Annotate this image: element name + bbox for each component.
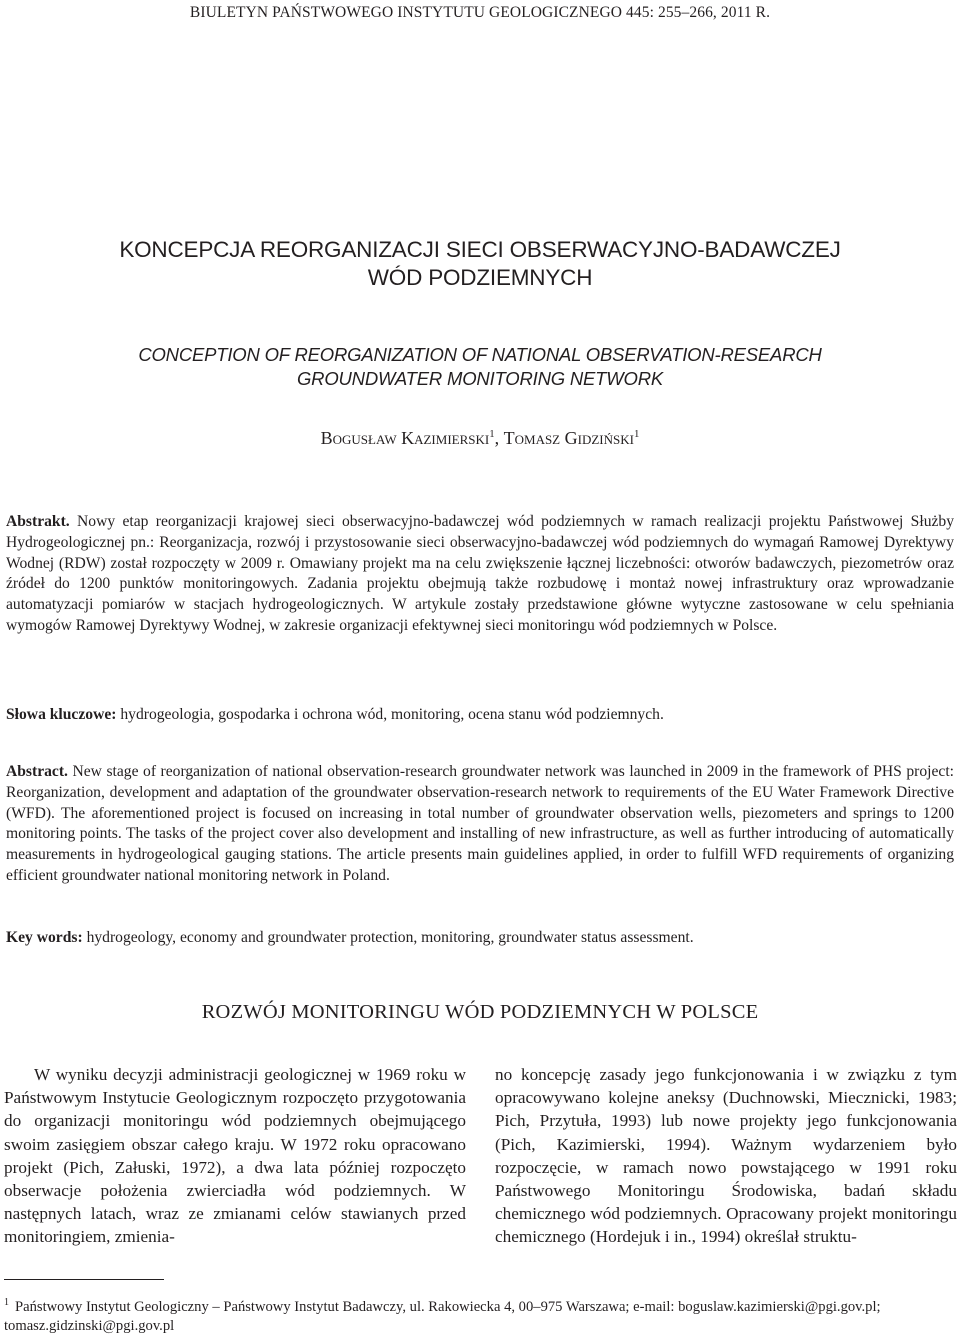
affiliation-footnote [4, 1298, 956, 1336]
title-pl-line-1: KONCEPCJA REORGANIZACJI SIECI OBSERWACYJNO-BADAWCZEJ [119, 237, 841, 262]
author-name: Bogusław Kazimierski [320, 428, 490, 448]
article-title-english [0, 343, 960, 391]
keywords-pl-text: hydrogeologia, gospodarka i ochrona wód, monitoring, ocena stanu wód podziemnych. [120, 706, 664, 723]
article-title-polish [0, 236, 960, 292]
keywords-pl-label: Słowa kluczowe: [6, 706, 117, 723]
body-column-left [4, 1063, 466, 1249]
footnote-divider [4, 1279, 164, 1280]
author-separator: , [494, 428, 504, 448]
title-en-line-2: GROUNDWATER MONITORING NETWORK [296, 368, 664, 389]
keywords-polish [6, 705, 954, 726]
abstract-english [6, 762, 954, 887]
author-list [0, 428, 960, 449]
section-heading: ROZWÓJ MONITORINGU WÓD PODZIEMNYCH W POLSCE [201, 1001, 759, 1023]
keywords-en-label: Key words: [6, 929, 83, 946]
abstract-en-text: New stage of reorganization of national observation-research groundwater network was launched in 2009 in the framework of PHS project: Reorganization, development and adaptation of the groundwater observation-research network to requirements of the EU Water Framework Directive (WFD). The aforementioned project is focused on increasing in total number of groundwater observation wells, piezometers and springs to 1200 monitoring points. The tasks of the project cover also development and installing of new infrastructure, as well as further introducing of automatically measurements in hydrogeological gauging stations. The article presents main guidelines applied, in order to fulfill WFD requirements of organizing efficient groundwater national monitoring network in Poland. [6, 763, 954, 884]
keywords-en-text: hydrogeology, economy and groundwater protection, monitoring, groundwater status assessment. [86, 929, 694, 946]
body-paragraph: no koncepcję zasady jego funkcjonowania i w związku z tym opracowywano kolejne aneksy (Duchnowski, Miecznicki, 1983; Pich, Przytuła, 1993) lub nowe projekty jego funkcjonowania (Pich, Kazimierski, 1994). Ważnym wydarzeniem było rozpoczęcie, w ramach nowo powstającego w 1991 roku Państwowego Monitoringu Środowiska, badań składu chemicznego wód podziemnych. Opracowany projekt monitoringu chemicznego (Hordejuk i in., 1994) określał struktu- [495, 1065, 957, 1247]
title-en-line-1: CONCEPTION OF REORGANIZATION OF NATIONAL OBSERVATION-RESEARCH [138, 344, 822, 365]
body-paragraph: W wyniku decyzji administracji geologicznej w 1969 roku w Państwowym Instytucie Geologicznym rozpoczęto przygotowania do organizacji monitoringu wód podziemnych obejmującego swoim zasięgiem obszar całego kraju. W 1972 roku opracowano projekt (Pich, Załuski, 1972), a dwa lata później rozpoczęto obserwacje położenia zwierciadła wód podziemnych. W następnych latach, wraz ze zmianami celów stawianych przed monitoringiem, zmienia- [4, 1065, 466, 1247]
running-header: BIULETYN PAŃSTWOWEGO INSTYTUTU GEOLOGICZNEGO 445: 255–266, 2011 R. [189, 4, 771, 21]
affiliation-mark: 1 [489, 428, 495, 440]
abstract-en-label: Abstract. [6, 763, 68, 780]
footnote-text: Państwowy Instytut Geologiczny – Państwowy Instytut Badawczy, ul. Rakowiecka 4, 00–975 Warszawa; e-mail: boguslaw.kazimierski@pgi.gov.pl; tomasz.gidzinski@pgi.gov.pl [4, 1299, 881, 1334]
footnote-mark: 1 [4, 1297, 9, 1309]
title-pl-line-2: WÓD PODZIEMNYCH [367, 265, 593, 290]
abstract-pl-text: Nowy etap reorganizacji krajowej sieci obserwacyjno-badawczej wód podziemnych w ramach realizacji projektu Państwowej Służby Hydrogeologicznej pn.: Reorganizacja, rozwój i przystosowanie sieci obserwacyjno-badawczej wód podziemnych do wymagań Ramowej Dyrektywy Wodnej (RDW) został rozpoczęty w 2009 r. Omawiany projekt ma na celu zwiększenie łącznej liczebności: otworów badawczych, piezometrów oraz źródeł do 1200 punktów monitoringowych. Zadania projektu obejmują także rozbudowę i montaż nowej infrastruktury oraz wprowadzanie automatyzacji pomiarów w stacjach hydrogeologicznych. W artykule zostały przedstawione główne wytyczne zastosowane w celu spełniania wymogów Ramowej Dyrektywy Wodnej, w zakresie organizacji efektywnej sieci monitoringu wód podziemnych w Polsce. [6, 513, 955, 634]
keywords-english [6, 928, 954, 949]
author-name: Tomasz Gidziński [503, 428, 634, 448]
abstract-polish [6, 512, 954, 637]
abstract-pl-label: Abstrakt. [6, 513, 70, 530]
body-column-right [495, 1063, 957, 1249]
affiliation-mark: 1 [633, 428, 640, 440]
